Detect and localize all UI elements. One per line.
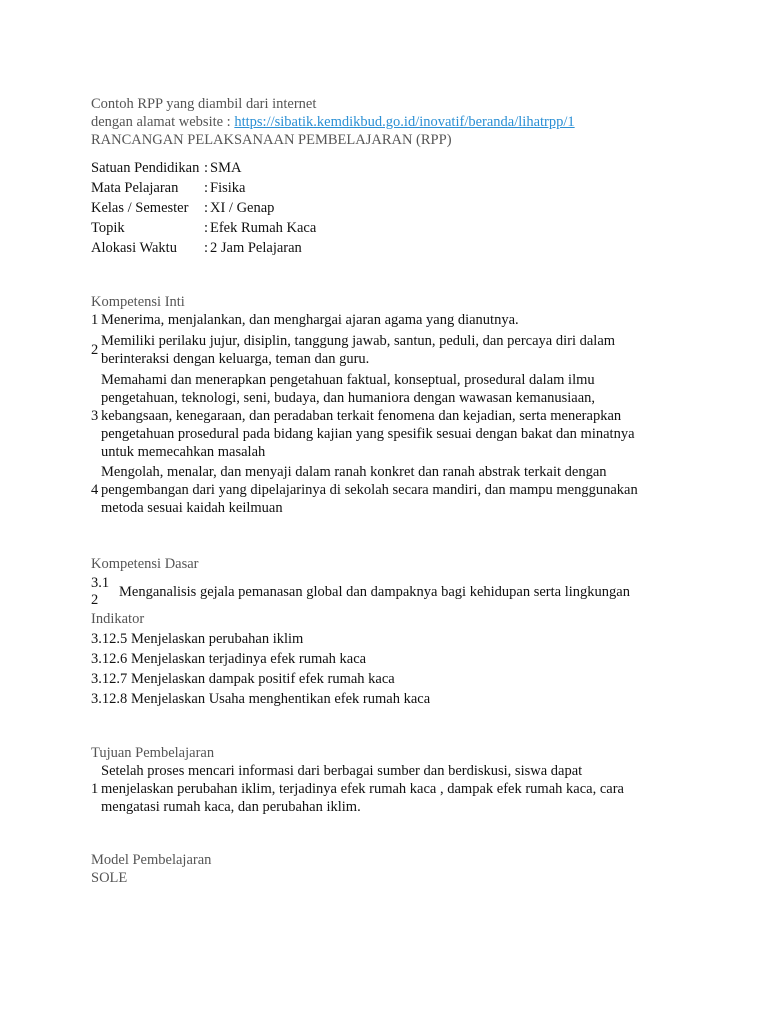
ki-text-line: pengetahuan, teknologi, seni, budaya, dan humaniora dengan wawasan kemanusiaan, [101,390,596,406]
ki-text-line: Menerima, menjalankan, dan menghargai ajaran agama yang dianutnya. [101,312,519,328]
ki-number: 4 [91,482,99,498]
identity-colon: : [204,200,209,216]
indikator-text: Menjelaskan terjadinya efek rumah kaca [131,651,367,667]
ki-item [91,463,691,517]
ki-number: 2 [91,342,99,358]
kd-number-line: 2 [91,592,99,608]
identity-colon: : [204,220,209,236]
indikator-item [91,670,691,690]
indikator-item [91,690,691,710]
ki-text-line: Memiliki perilaku jujur, disiplin, tanggung jawab, santun, peduli, dan percaya diri dalam [101,333,616,349]
identity-row [91,159,316,179]
ki-text-line: untuk memecahkan masalah [101,444,266,460]
ki-text-line: pengetahuan prosedural pada bidang kajian yang spesifik sesuai dengan bakat dan minatnya [101,426,635,442]
identity-label: Kelas / Semester [91,200,189,216]
kompetensi-dasar-heading: Kompetensi Dasar [91,556,199,572]
identity-label: Mata Pelajaran [91,180,179,196]
website-prefix: dengan alamat website : [91,114,235,130]
identity-colon: : [204,160,209,176]
kompetensi-inti-heading: Kompetensi Inti [91,294,185,310]
website-line [91,113,691,131]
tujuan-text-line: menjelaskan perubahan iklim, terjadinya efek rumah kaca , dampak efek rumah kaca, cara [101,781,624,797]
identity-label: Alokasi Waktu [91,240,177,256]
tujuan-text-line: mengatasi rumah kaca, dan perubahan iklim. [101,799,361,815]
tujuan-heading: Tujuan Pembelajaran [91,745,215,761]
identity-value: Efek Rumah Kaca [210,220,317,236]
indikator-number: 3.12.6 [91,651,128,667]
tujuan-number: 1 [91,781,99,797]
intro-line: Contoh RPP yang diambil dari internet [91,96,317,112]
identity-row [91,199,316,219]
ki-number: 3 [91,408,99,424]
identity-label: Topik [91,220,125,236]
indikator-number: 3.12.5 [91,631,128,647]
indikator-text: Menjelaskan Usaha menghentikan efek rumah kaca [131,691,431,707]
identity-value: SMA [210,160,242,176]
indikator-item [91,630,691,650]
ki-text-line: metoda sesuai kaidah keilmuan [101,500,283,516]
identity-row [91,239,316,259]
indikator-text: Menjelaskan perubahan iklim [131,631,304,647]
identity-value: XI / Genap [210,200,275,216]
tujuan-item [91,762,691,816]
identity-value: 2 Jam Pelajaran [210,240,302,256]
ki-text-line: berinteraksi dengan keluarga, teman dan guru. [101,351,370,367]
indikator-heading: Indikator [91,611,145,627]
indikator-text: Menjelaskan dampak positif efek rumah kaca [131,671,395,687]
website-link[interactable]: https://sibatik.kemdikbud.go.id/inovatif/beranda/lihatrpp/1 [234,114,575,130]
ki-item [91,371,691,461]
ki-text-line: Memahami dan menerapkan pengetahuan faktual, konseptual, prosedural dalam ilmu [101,372,595,388]
indikator-number: 3.12.7 [91,671,128,687]
tujuan-text-line: Setelah proses mencari informasi dari berbagai sumber dan berdiskusi, siswa dapat [101,763,583,779]
identity-colon: : [204,180,209,196]
ki-text-line: pengembangan dari yang dipelajarinya di sekolah secara mandiri, dan mampu menggunakan [101,482,638,498]
ki-text-line: kebangsaan, kenegaraan, dan peradaban terkait fenomena dan kejadian, serta menerapkan [101,408,622,424]
identity-table [91,159,316,259]
identity-colon: : [204,240,209,256]
model-heading: Model Pembelajaran [91,852,212,868]
indikator-item [91,650,691,670]
model-value: SOLE [91,870,128,886]
ki-item [91,332,691,368]
ki-number: 1 [91,312,99,328]
kd-item [91,575,691,609]
kd-text: Menganalisis gejala pemanasan global dan dampaknya bagi kehidupan serta lingkungan [119,584,630,600]
identity-label: Satuan Pendidikan [91,160,200,176]
kd-number [91,575,119,609]
identity-value: Fisika [210,180,246,196]
document-page [91,95,691,887]
kd-number-line: 3.1 [91,575,110,591]
document-title: RANCANGAN PELAKSANAAN PEMBELAJARAN (RPP) [91,132,452,148]
identity-row [91,179,316,199]
ki-text-line: Mengolah, menalar, dan menyaji dalam ranah konkret dan ranah abstrak terkait dengan [101,464,607,480]
ki-item [91,311,691,329]
indikator-number: 3.12.8 [91,691,128,707]
identity-row [91,219,316,239]
